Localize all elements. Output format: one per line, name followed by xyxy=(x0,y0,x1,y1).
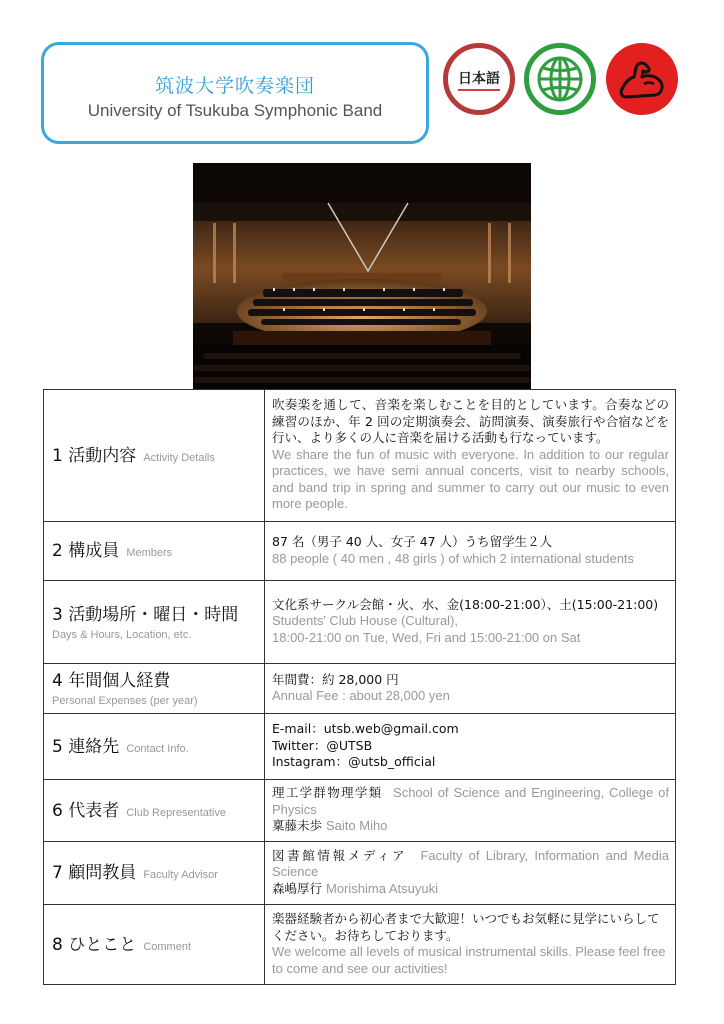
label-title: 5 連絡先 xyxy=(52,736,120,757)
table-row xyxy=(44,780,676,842)
label-title: 7 顧問教員 xyxy=(52,863,137,883)
label-title: 6 代表者 xyxy=(52,800,120,821)
label-title: 8 ひとこと xyxy=(52,934,137,955)
label-en: Contact Info. xyxy=(126,742,189,755)
label-title: 2 構成員 xyxy=(52,541,120,561)
table-row xyxy=(44,522,676,581)
row-label-comment xyxy=(44,905,265,985)
row-value-advisor xyxy=(265,842,676,905)
row-label-expenses xyxy=(44,664,265,714)
name-line xyxy=(272,881,669,898)
label-title: 1 活動内容 xyxy=(52,445,137,466)
value-en-line1: Students' Club House (Cultural), xyxy=(272,613,459,629)
row-label-activity xyxy=(44,390,265,522)
row-value-expenses xyxy=(265,664,676,714)
label-en: Activity Details xyxy=(143,451,215,464)
name-jp: 稟藤未歩 xyxy=(272,818,323,834)
row-value-schedule xyxy=(265,581,676,664)
club-info-table xyxy=(43,389,676,985)
value-jp: 年間費：約 28,000 円 xyxy=(272,671,399,687)
row-label-schedule xyxy=(44,581,265,664)
row-label-advisor xyxy=(44,842,265,905)
table-row xyxy=(44,905,676,985)
contact-instagram[interactable]: Instagram：@utsb_official xyxy=(272,754,436,770)
name-line xyxy=(272,818,669,835)
value-jp: 文化系サークル会館・火、水、金(18:00-21:00）、土(15:00-21:00) xyxy=(272,596,659,612)
label-en: Club Representative xyxy=(126,806,226,819)
flexed-arm-icon xyxy=(614,51,670,107)
dept-jp: 図書館情報メディア xyxy=(272,847,408,863)
table-row xyxy=(44,581,676,664)
dept-jp: 理工学群物理学類 xyxy=(272,785,383,801)
value-en: 88 people ( 40 men , 48 girls ) of which 2 international students xyxy=(272,550,635,566)
label-title: 4 年間個人経費 xyxy=(52,671,171,691)
table-row xyxy=(44,664,676,714)
label-en: Faculty Advisor xyxy=(143,869,218,881)
row-value-activity xyxy=(265,390,676,522)
value-en: Annual Fee : about 28,000 yen xyxy=(272,688,450,703)
row-value-members xyxy=(265,522,676,581)
value-jp: 楽器経験者から初心者まで大歓迎！いつでもお気軽に見学にいらしてください。お待ちしております。 xyxy=(272,911,660,943)
label-en: Comment xyxy=(143,940,192,953)
label-title: 3 活動場所・曜日・時間 xyxy=(52,604,239,625)
concert-hall-photo xyxy=(193,163,531,389)
activity-strength-button[interactable] xyxy=(606,43,678,115)
contact-twitter[interactable]: Twitter：@UTSB xyxy=(272,737,373,753)
row-label-members xyxy=(44,522,265,581)
dept-en: School of Science and Engineering, College of Physics xyxy=(272,785,669,817)
row-label-contact xyxy=(44,714,265,780)
globe-icon xyxy=(535,54,585,104)
name-en: Saito Miho xyxy=(326,818,388,834)
value-en: We share the fun of music with everyone. In addition to our regular practices, we have semi annual concerts, visit to nearby schools, and band trip in spring and summer to carry out our music to even more people. xyxy=(272,446,669,512)
english-language-button[interactable] xyxy=(524,43,596,115)
japanese-language-button[interactable] xyxy=(443,43,515,115)
value-jp: 87 名（男子 40 人、女子 47 人）うち留学生２人 xyxy=(272,534,553,549)
value-en-line2: 18:00-21:00 on Tue, Wed, Fri and 15:00-21:00 on Sat xyxy=(272,629,581,645)
contact-email[interactable]: E-mail：utsb.web@gmail.com xyxy=(272,721,459,737)
label-en: Personal Expenses (per year) xyxy=(52,695,198,707)
dept-line xyxy=(272,785,669,818)
header-title-box xyxy=(41,42,429,144)
row-value-representative xyxy=(265,780,676,842)
table-row xyxy=(44,390,676,522)
row-value-comment xyxy=(265,905,676,985)
club-name-en: University of Tsukuba Symphonic Band xyxy=(87,101,383,120)
dept-line xyxy=(272,848,669,881)
name-jp: 森嶋厚行 xyxy=(272,880,323,896)
label-en: Members xyxy=(126,547,173,559)
label-en: Days & Hours, Location, etc. xyxy=(52,628,192,641)
table-row xyxy=(44,714,676,780)
dept-en: Faculty of Library, Information and Media Science xyxy=(272,847,669,880)
table-row xyxy=(44,842,676,905)
row-label-representative xyxy=(44,780,265,842)
club-name-jp: 筑波大学吹奏楽団 xyxy=(154,75,315,97)
row-value-contact xyxy=(265,714,676,780)
name-en: Morishima Atsuyuki xyxy=(326,880,438,896)
value-jp: 吹奏楽を通して、音楽を楽しむことを目的としています。合奏などの練習のほか、年 2 回の定期演奏会、訪問演奏、演奏旅行や合宿などを行い、より多くの人に音楽を届ける活動も行なっています。 xyxy=(272,397,669,446)
value-en: We welcome all levels of musical instrumental skills. Please feel free to come and see our activities! xyxy=(272,944,666,976)
japanese-language-label: 日本語 xyxy=(458,68,500,91)
concert-hall-illustration xyxy=(193,163,531,389)
